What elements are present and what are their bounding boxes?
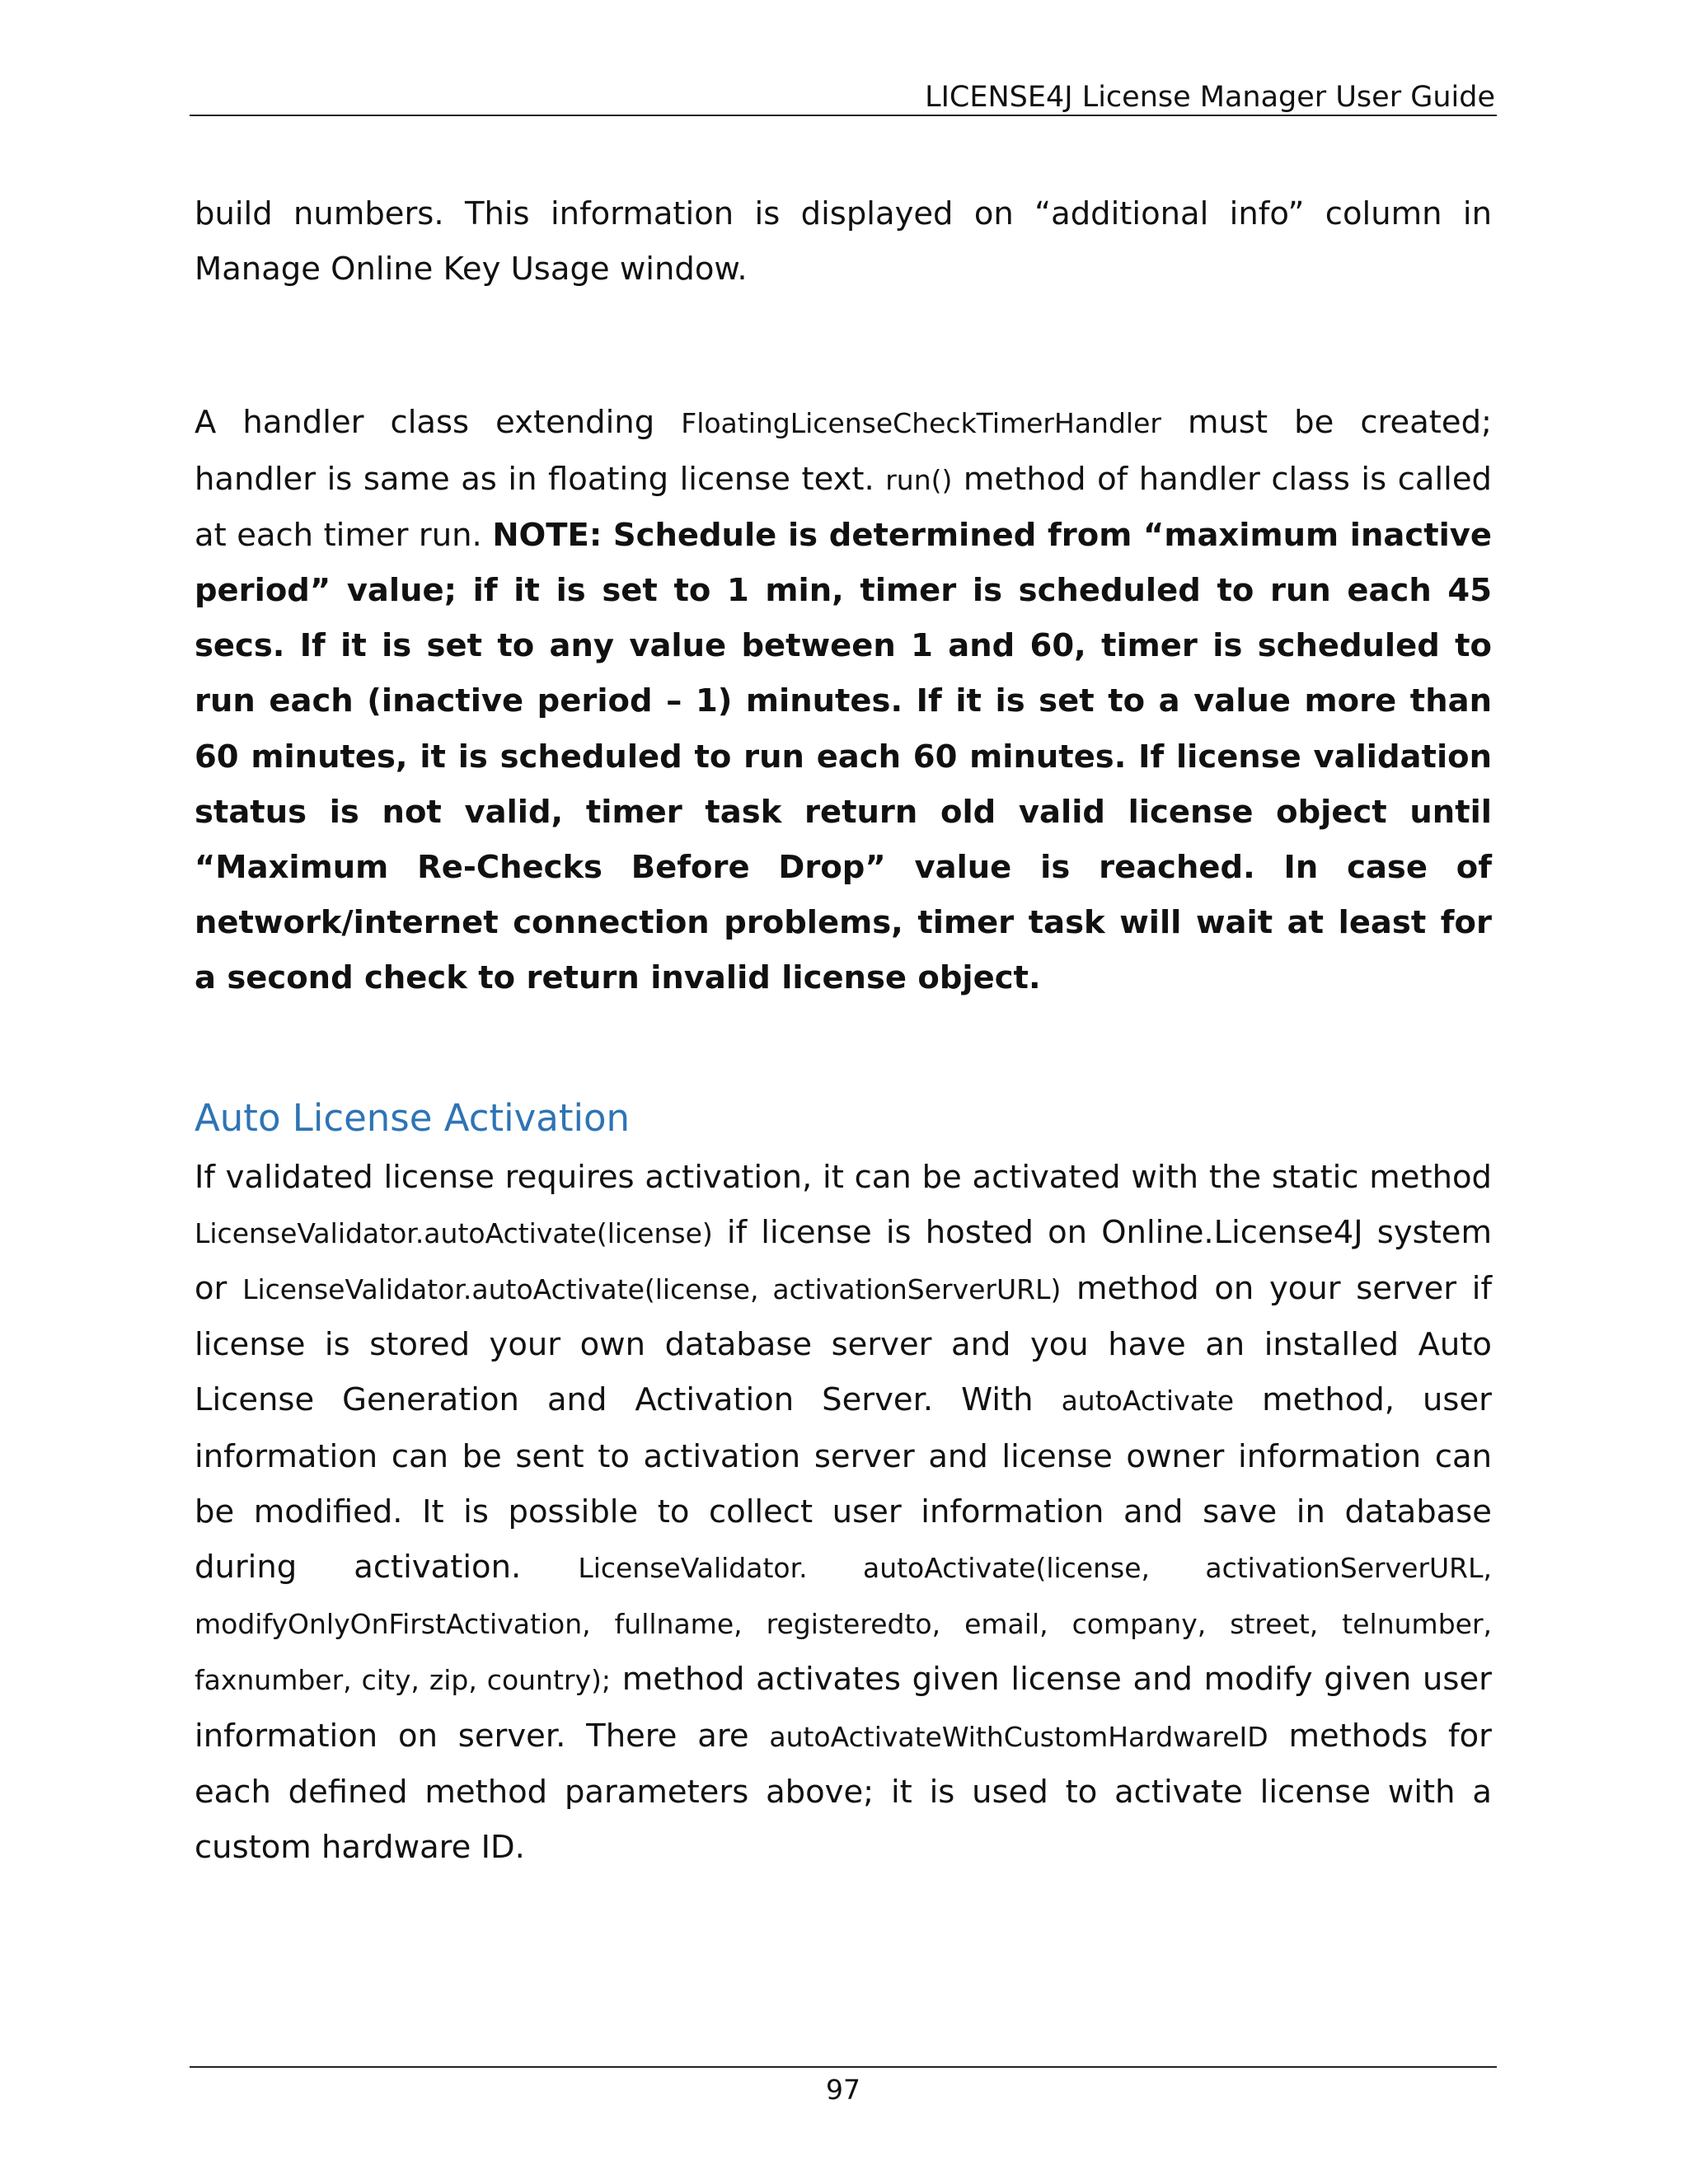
code-auto-activate-server: LicenseValidator.autoActivate(license, activationServerURL) [242, 1273, 1062, 1306]
page-number: 97 [826, 2074, 860, 2106]
schedule-note: NOTE: Schedule is determined from “maximum inactive period” value; if it is set to 1 min, timer is scheduled to run each 45 secs. If it is set to any value between 1 and 60, timer is scheduled to run each (inactive period – 1) minutes. If it is set to a value more than 60 minutes, it is scheduled to run each 60 minutes. If license validation status is not valid, timer task return old valid license object until “Maximum Re-Checks Before Drop” value is reached. In case of network/internet connection problems, timer task will wait at least for a second check to return invalid license object. [195, 516, 1492, 997]
text-run: if license is hosted on Online.License4J system or [195, 1213, 1492, 1308]
text-run: must be created; handler is same as in floating license text. [195, 404, 1492, 498]
paragraph-auto-activation [195, 1150, 1492, 1876]
paragraph-handler-class [195, 395, 1492, 1005]
code-method-run: run() [885, 463, 953, 496]
section-heading: Auto License Activation [195, 1095, 631, 1140]
running-header: LICENSE4J License Manager User Guide [925, 81, 1495, 114]
paragraph-gap [195, 297, 1492, 395]
text-run: method on your server if license is stored your own database server and you have an installed Auto License Generation and Activation Server. With [195, 1270, 1493, 1419]
text-run: method of handler class is called at each timer run. [195, 460, 1492, 554]
text-run: A handler class extending [195, 404, 682, 442]
code-auto-activate: autoActivate [1061, 1385, 1235, 1418]
text-run: method activates given license and modify given user information on server. There are [195, 1661, 1492, 1755]
paragraph-continued: build numbers. This information is displayed on “additional info” column in Manage Online Key Usage window. [195, 195, 1492, 288]
text-run: If validated license requires activation, it can be activated with the static method [195, 1158, 1492, 1196]
code-class-name: FloatingLicenseCheckTimerHandler [681, 407, 1161, 440]
footer-rule [190, 2066, 1497, 2068]
header-rule [190, 115, 1497, 116]
code-auto-activate-custom-hardware: autoActivateWithCustomHardwareID [769, 1720, 1268, 1753]
section-gap [195, 1006, 1492, 1094]
text-run: methods for each defined method parameters above; it is used to activate license with a custom hardware ID. [195, 1717, 1492, 1867]
heading-gap [195, 1143, 1492, 1150]
code-auto-activate-license: LicenseValidator.autoActivate(license) [195, 1216, 713, 1249]
code-auto-activate-full-signature: LicenseValidator. autoActivate(license, activationServerURL, modifyOnlyOnFirstActivation, fullname, registeredto, email, company, street, telnumber, faxnumber, city, zip, country); [195, 1552, 1492, 1697]
page-content [195, 186, 1492, 1875]
text-run: method, user information can be sent to activation server and license owner information can be modified. It is possible to collect user information and save in database during activation. [195, 1381, 1492, 1586]
